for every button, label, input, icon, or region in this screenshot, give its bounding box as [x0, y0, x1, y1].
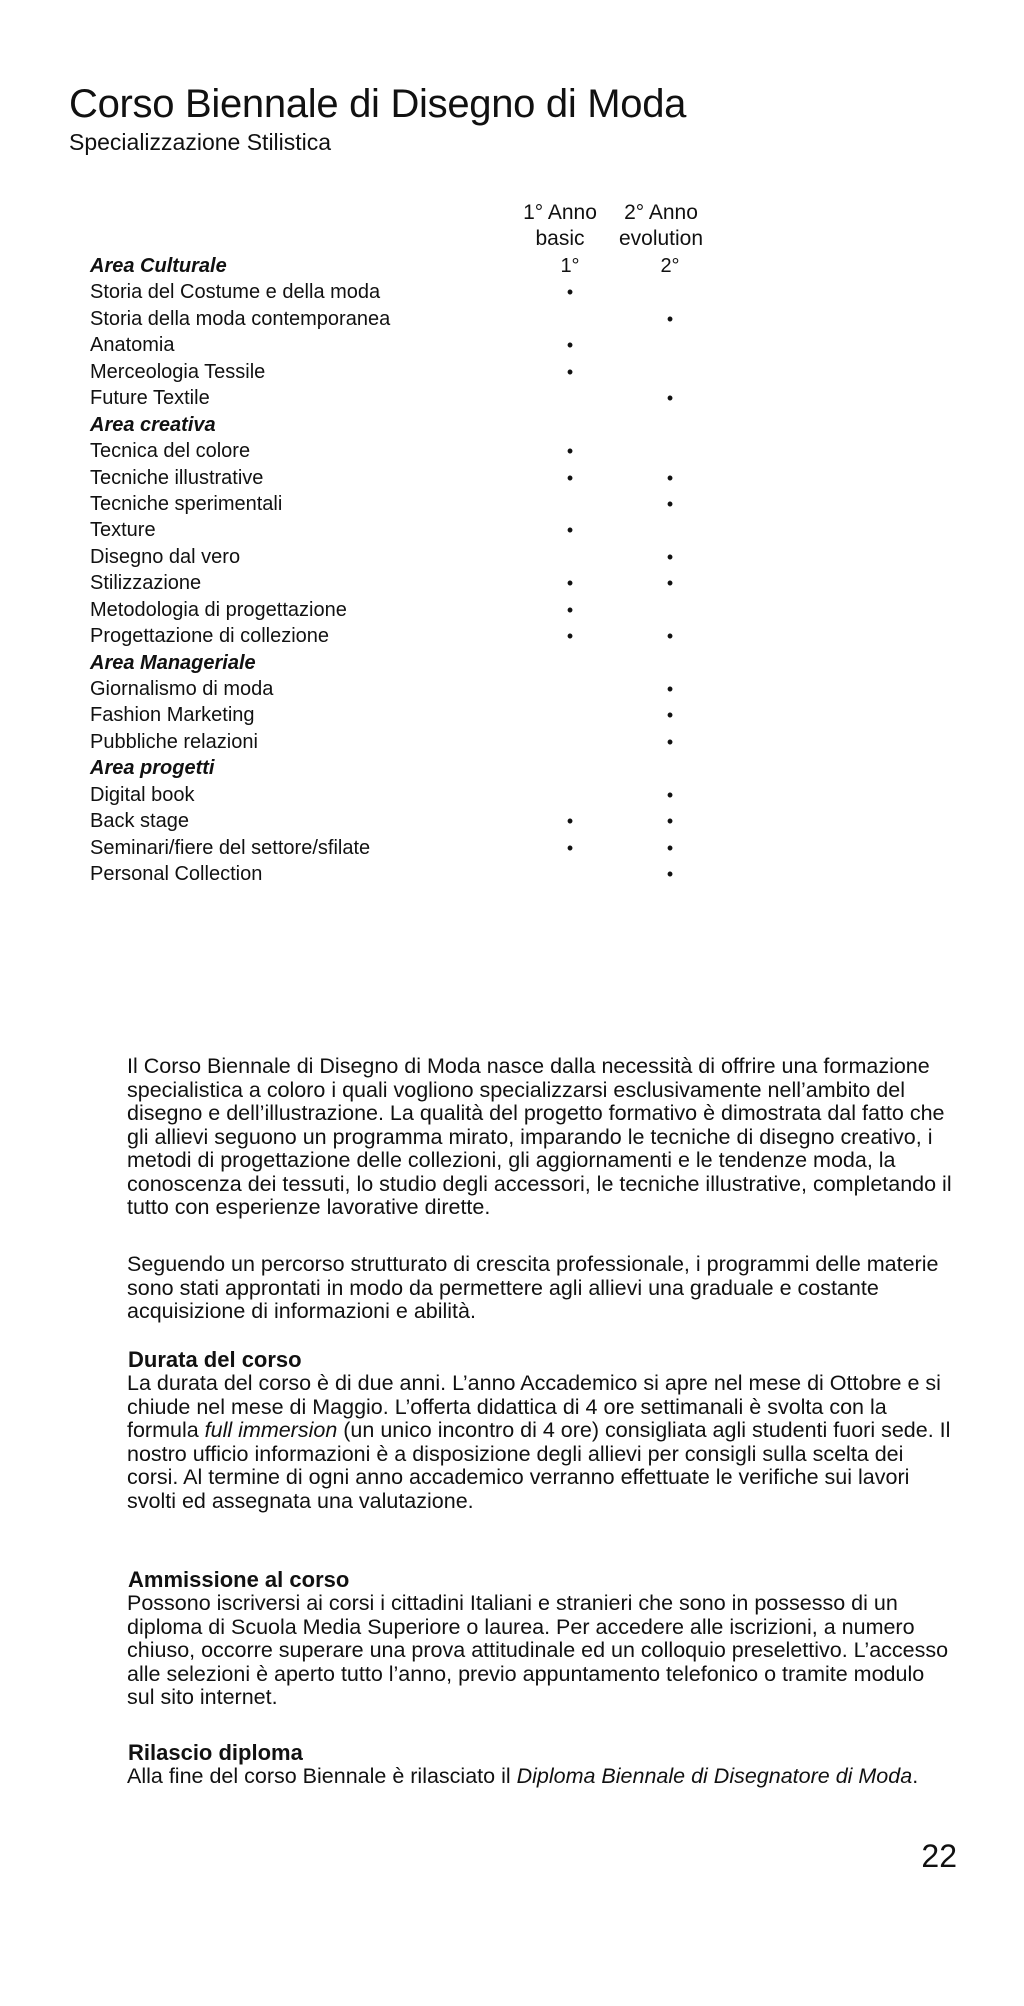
course-name: Texture [90, 519, 156, 542]
intro-paragraph-1: Il Corso Biennale di Disegno di Moda nasce dalla necessità di offrire una formazione specialistica a coloro i quali vogliono specializzarsi esclusivamente nell’ambito del disegno e dell’illustrazione. La qualità del progetto formativo è dimostrata dal fatto che gli allievi seguono un programma mirato, imparando le tecniche di disegno creativo, i metodi di progettazione delle collezioni, gli aggiornamenti e le tendenze moda, la conoscenza dei tessuti, lo studio degli accessori, le tecniche illustrative, completando il tutto con esperienze lavorative dirette. [127, 1054, 952, 1219]
course-name: Personal Collection [90, 863, 263, 886]
course-row [0, 465, 1024, 491]
course-table [0, 253, 1024, 888]
year-1-mark: • [566, 837, 574, 858]
year-1-mark: • [566, 626, 574, 647]
rilascio-heading: Rilascio diploma [128, 1740, 303, 1765]
ammissione-text: Possono iscriversi ai corsi i cittadini Italiani e stranieri che sono in possesso di un diploma di Scuola Media Superiore o laurea. Per accedere alle iscrizioni, a numero chiuso, occorre superare una prova attitudinale ed un colloquio preselettivo. L’accesso alle selezioni è aperto tutto l’anno, previo appuntamento telefonico o tramite modulo sul sito internet. [127, 1591, 949, 1709]
area-heading: Area progetti [90, 757, 215, 780]
area-heading-row [0, 755, 1024, 781]
year-2-mark: • [666, 573, 674, 594]
year-1-mark: • [566, 573, 574, 594]
year-2-mark: • [666, 731, 674, 752]
year-2-mark: • [666, 837, 674, 858]
page-subtitle: Specializzazione Stilistica [69, 129, 332, 155]
ammissione-heading: Ammissione al corso [128, 1567, 350, 1592]
course-row [0, 306, 1024, 332]
course-row [0, 835, 1024, 861]
column-header-first-year-label: 1° Anno basic [523, 201, 597, 250]
page-title: Corso Biennale di Disegno di Moda [69, 82, 687, 126]
rilascio-text-italic: Diploma Biennale di Disegnatore di Moda [516, 1764, 913, 1788]
course-row [0, 808, 1024, 834]
area-heading: Area creativa [90, 413, 216, 436]
year-1-mark: • [566, 282, 574, 303]
course-name: Fashion Marketing [90, 704, 255, 727]
course-name: Future Textile [90, 387, 210, 410]
year-2-mark: • [666, 705, 674, 726]
course-name: Disegno dal vero [90, 545, 241, 568]
course-name: Back stage [90, 810, 189, 833]
year-1-mark: • [566, 520, 574, 541]
course-row [0, 279, 1024, 305]
year-1-mark: • [566, 335, 574, 356]
year-2-mark: • [666, 493, 674, 514]
course-row [0, 385, 1024, 411]
area-heading: Area Manageriale [90, 651, 256, 674]
course-row [0, 359, 1024, 385]
page-number: 22 [921, 1838, 957, 1874]
course-row [0, 570, 1024, 596]
course-name: Pubbliche relazioni [90, 730, 258, 753]
year-1-mark: • [566, 441, 574, 462]
rilascio-text-part-2: . [912, 1764, 919, 1788]
course-row [0, 544, 1024, 570]
area-heading-row [0, 650, 1024, 676]
course-name: Storia della moda contemporanea [90, 307, 391, 330]
year-1-header: 1° [560, 255, 580, 277]
course-row [0, 861, 1024, 887]
course-name: Giornalismo di moda [90, 678, 274, 700]
course-name: Metodologia di progettazione [90, 598, 347, 621]
year-1-mark: • [566, 467, 574, 488]
year-2-mark: • [666, 864, 674, 885]
course-name: Tecniche illustrative [90, 466, 264, 489]
course-name: Seminari/fiere del settore/sfilate [90, 836, 371, 859]
intro-paragraph-2: Seguendo un percorso strutturato di crescita professionale, i programmi delle materie sono stati approntati in modo da permettere agli allievi una graduale e costante acquisizione di informazioni e abilità. [127, 1252, 939, 1323]
course-row [0, 491, 1024, 517]
durata-text-part-1: La durata del corso è di due anni. L’anno Accademico si apre nel mese di Ottobre e si chiude nel mese di Maggio. L’offerta didattica di 4 ore settimanali è svolta con la formula [127, 1371, 941, 1442]
column-header-second-year-label: 2° Anno evolution [618, 201, 704, 250]
course-row [0, 623, 1024, 649]
area-heading: Area Culturale [90, 255, 227, 277]
course-row [0, 782, 1024, 808]
course-row [0, 438, 1024, 464]
year-2-mark: • [666, 546, 674, 567]
course-name: Merceologia Tessile [90, 360, 266, 383]
year-2-mark: • [666, 811, 674, 832]
course-row [0, 676, 1024, 702]
durata-text [127, 1372, 957, 1513]
course-name: Progettazione di collezione [90, 625, 330, 648]
course-row [0, 332, 1024, 358]
rilascio-text [127, 1765, 957, 1789]
course-row [0, 517, 1024, 543]
course-row [0, 702, 1024, 728]
durata-text-part-2: (un unico incontro di 4 ore) consigliata agli studenti fuori sede. Il nostro ufficio informazioni è a disposizione degli allievi per consigli sulla scelta dei corsi. Al termine di ogni anno accademico verranno effettuate le verifiche sui lavori svolti ed assegnata una valutazione. [127, 1418, 951, 1513]
area-heading-row [0, 253, 1024, 279]
year-2-header: 2° [660, 255, 680, 277]
durata-heading: Durata del corso [128, 1347, 302, 1372]
year-1-mark: • [566, 361, 574, 382]
year-2-mark: • [666, 626, 674, 647]
year-1-mark: • [566, 599, 574, 620]
course-name: Tecnica del colore [90, 440, 251, 463]
durata-text-italic: full immersion [204, 1418, 338, 1442]
year-1-mark: • [566, 811, 574, 832]
course-name: Tecniche sperimentali [90, 492, 283, 515]
course-row [0, 729, 1024, 755]
course-name: Storia del Costume e della moda [90, 281, 381, 304]
year-2-mark: • [666, 308, 674, 329]
course-name: Digital book [90, 783, 195, 806]
year-2-mark: • [666, 388, 674, 409]
area-heading-row [0, 412, 1024, 438]
course-name: Anatomia [90, 334, 175, 357]
year-2-mark: • [666, 784, 674, 805]
year-2-mark: • [666, 467, 674, 488]
course-name: Stilizzazione [90, 572, 202, 595]
course-row [0, 597, 1024, 623]
column-header-second-year [601, 200, 721, 252]
rilascio-text-part-1: Alla fine del corso Biennale è rilasciato il [127, 1764, 517, 1788]
year-2-mark: • [666, 679, 674, 699]
